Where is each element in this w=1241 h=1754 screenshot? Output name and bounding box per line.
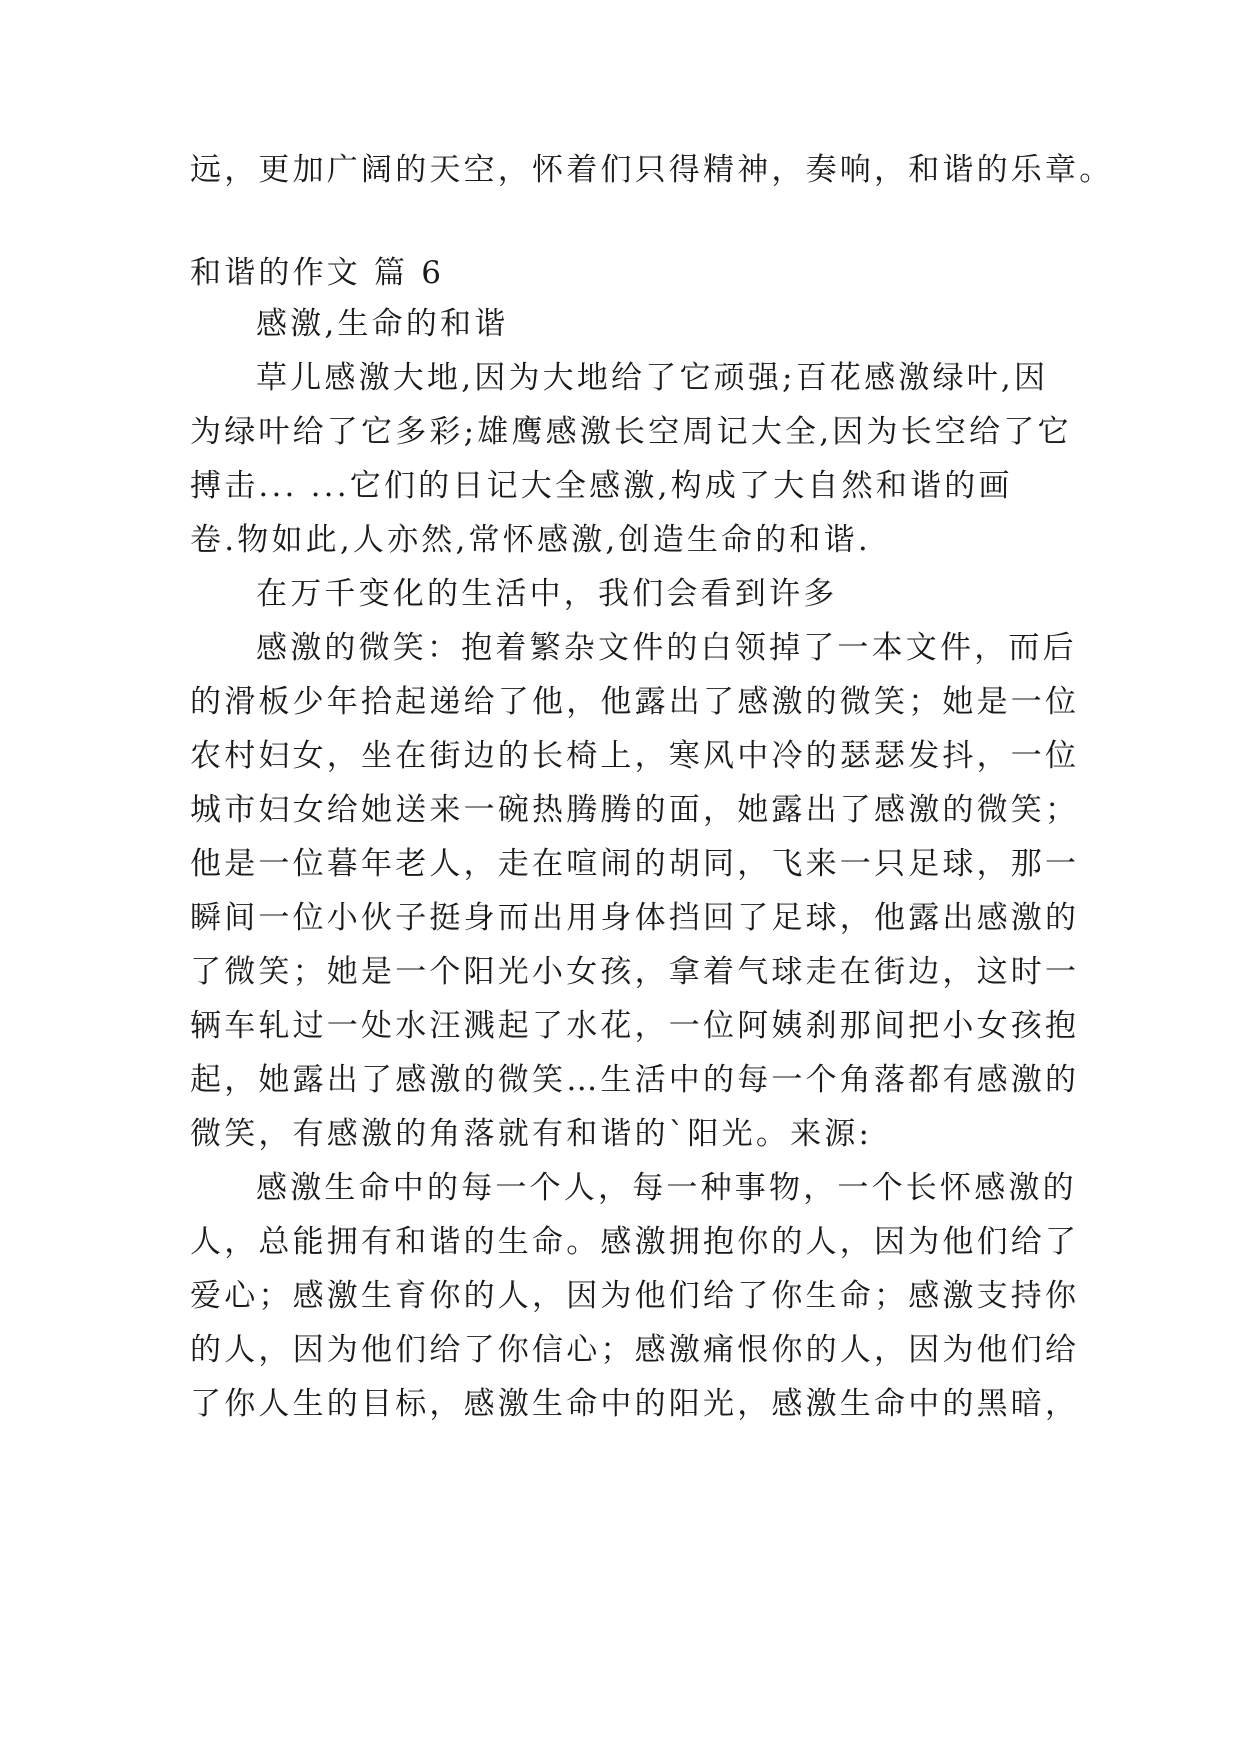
paragraph-line: 微笑，有感激的角落就有和谐的`阳光。来源:: [190, 1116, 873, 1152]
paragraph-line: 起，她露出了感激的微笑…生活中的每一个角落都有感激的: [190, 1062, 1080, 1098]
paragraph-line: 为绿叶给了它多彩;雄鹰感激长空周记大全,因为长空给了它: [190, 414, 1072, 450]
paragraph-line: 在万千变化的生活中，我们会看到许多: [256, 576, 838, 612]
paragraph-line: 农村妇女，坐在街边的长椅上，寒风中冷的瑟瑟发抖，一位: [190, 738, 1080, 774]
section-heading: 和谐的作文 篇 6: [190, 255, 445, 291]
essay-title: 感激,生命的和谐: [256, 306, 509, 342]
paragraph-line: 辆车轧过一处水汪溅起了水花，一位阿姨刹那间把小女孩抱: [190, 1008, 1080, 1044]
paragraph-line: 感激的微笑：抱着繁杂文件的白领掉了一本文件，而后: [256, 630, 1077, 666]
paragraph-line: 感激生命中的每一个人，每一种事物，一个长怀感激的: [256, 1170, 1077, 1206]
paragraph-line: 城市妇女给她送来一碗热腾腾的面，她露出了感激的微笑；: [190, 792, 1080, 828]
paragraph-line: 的滑板少年拾起递给了他，他露出了感激的微笑；她是一位: [190, 684, 1080, 720]
paragraph-line: 了微笑；她是一个阳光小女孩，拿着气球走在街边，这时一: [190, 954, 1080, 990]
paragraph-line: 搏击... ...它们的日记大全感激,构成了大自然和谐的画: [190, 468, 1013, 504]
paragraph-line: 他是一位暮年老人，走在喧闹的胡同，飞来一只足球，那一: [190, 846, 1080, 882]
paragraph-line: 草儿感激大地,因为大地给了它顽强;百花感激绿叶,因: [256, 360, 1049, 396]
paragraph-line: 了你人生的目标，感激生命中的阳光，感激生命中的黑暗，: [190, 1386, 1080, 1422]
paragraph-line: 卷.物如此,人亦然,常怀感激,创造生命的和谐.: [190, 522, 871, 558]
paragraph-line: 的人，因为他们给了你信心；感激痛恨你的人，因为他们给: [190, 1332, 1080, 1368]
paragraph-line: 瞬间一位小伙子挺身而出用身体挡回了足球，他露出感激的: [190, 900, 1080, 936]
opening-line: 远，更加广阔的天空，怀着们只得精神，奏响，和谐的乐章。: [190, 152, 1114, 188]
paragraph-line: 爱心；感激生育你的人，因为他们给了你生命；感激支持你: [190, 1278, 1080, 1314]
paragraph-line: 人，总能拥有和谐的生命。感激拥抱你的人，因为他们给了: [190, 1224, 1080, 1260]
